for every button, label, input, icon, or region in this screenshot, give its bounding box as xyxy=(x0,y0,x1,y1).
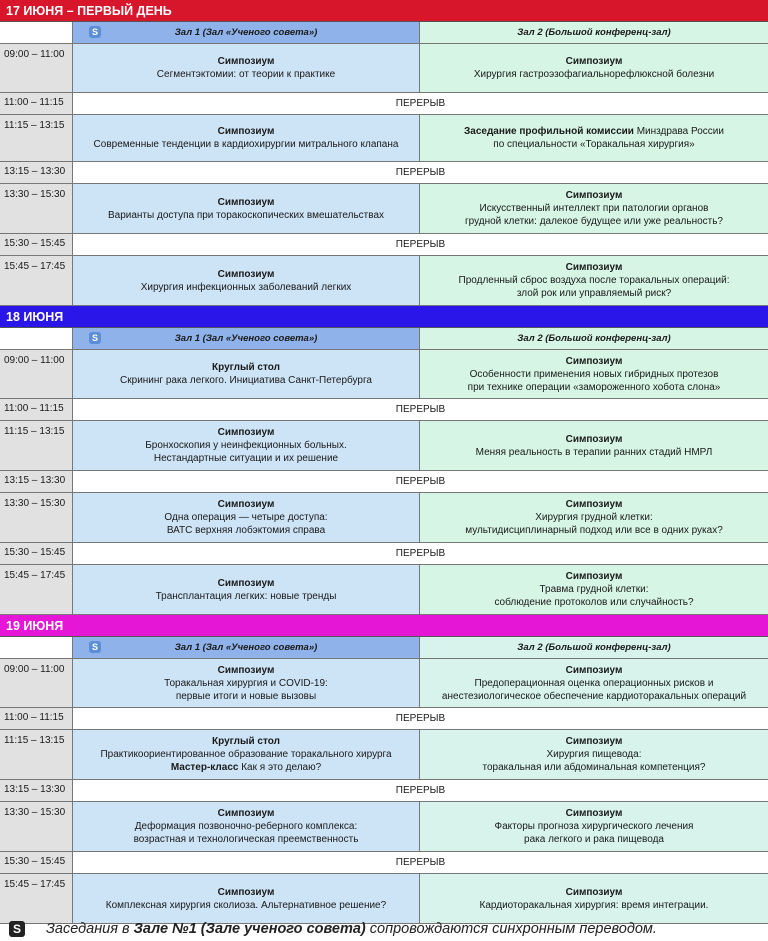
session-text: Комплексная хирургия сколиоза. Альтернативное решение? xyxy=(105,899,387,911)
session-type xyxy=(424,735,764,748)
session-title-line xyxy=(424,583,764,596)
session-title-line xyxy=(77,690,415,703)
session-title-line xyxy=(77,511,415,524)
session-title-line xyxy=(424,138,764,151)
session-type xyxy=(77,426,415,439)
hall-2-header: Зал 2 (Большой конференц-зал) xyxy=(420,328,768,349)
hall-2-session xyxy=(420,565,768,614)
sync-translation-icon: S xyxy=(89,26,101,38)
session-title-line xyxy=(424,524,764,537)
hall-2-header: Зал 2 (Большой конференц-зал) xyxy=(420,22,768,43)
hall-1-session xyxy=(73,659,420,707)
session-type xyxy=(77,577,415,590)
session-heading: Симпозиум xyxy=(217,126,275,137)
hall-1-header xyxy=(73,328,420,349)
session-title-line xyxy=(77,748,415,761)
hall-2-session xyxy=(420,421,768,470)
session-title-line xyxy=(77,374,415,387)
session-text: Предоперационная оценка операционных рисков и xyxy=(474,677,714,689)
session-row xyxy=(0,184,768,234)
session-text: злой рок или управляемый риск? xyxy=(516,288,672,299)
session-type xyxy=(77,361,415,374)
session-heading: Мастер-класс xyxy=(170,762,239,773)
session-row xyxy=(0,350,768,399)
session-text: Искусственный интеллект при патологии органов xyxy=(479,203,709,214)
footer-note xyxy=(0,916,768,941)
session-text: мультидисциплинарный подход или все в одних руках? xyxy=(465,525,723,536)
session-title-line xyxy=(424,202,764,215)
session-title-line xyxy=(424,820,764,833)
session-type xyxy=(77,125,415,138)
day-header: 18 ИЮНЯ xyxy=(0,306,768,328)
time-cell: 13:15 – 13:30 xyxy=(0,471,73,492)
session-text: Деформация позвоночно-реберного комплекса: xyxy=(134,821,358,832)
session-text: ВАТС верхняя лобэктомия справа xyxy=(166,525,326,536)
sync-translation-icon: S xyxy=(89,332,101,344)
session-heading: Симпозиум xyxy=(565,190,623,201)
session-type xyxy=(424,664,764,677)
session-heading: Круглый стол xyxy=(212,362,280,373)
session-heading: Симпозиум xyxy=(565,571,623,582)
session-type xyxy=(77,886,415,899)
break-row xyxy=(0,471,768,493)
session-title-line xyxy=(424,596,764,609)
session-text: Меняя реальность в терапии ранних стадий НМРЛ xyxy=(475,446,713,458)
session-heading: Симпозиум xyxy=(217,886,275,898)
hall-1-session xyxy=(73,256,420,305)
time-cell: 11:15 – 13:15 xyxy=(0,115,73,161)
session-title-line xyxy=(424,761,764,774)
sync-translation-icon: S xyxy=(9,921,25,937)
session-text: при технике операции «замороженного хобота слона» xyxy=(467,381,721,393)
time-cell: 15:45 – 17:45 xyxy=(0,256,73,305)
break-row xyxy=(0,234,768,256)
session-title-line xyxy=(424,690,764,703)
hall-1-session xyxy=(73,44,420,92)
session-type xyxy=(77,664,415,677)
session-type xyxy=(424,807,764,820)
session-heading: Заседание профильной комиссии xyxy=(464,126,634,137)
session-title-line xyxy=(424,381,764,394)
session-title-line xyxy=(77,281,415,294)
session-type xyxy=(77,196,415,209)
hall-1-title: Зал 1 (Зал «Ученого совета») xyxy=(174,333,318,344)
session-text: Травма грудной клетки: xyxy=(539,584,649,595)
session-title-line xyxy=(77,820,415,833)
hall-2-session xyxy=(420,256,768,305)
break-row xyxy=(0,852,768,874)
break-label: ПЕРЕРЫВ xyxy=(73,234,768,255)
session-row xyxy=(0,802,768,852)
hall-1-session xyxy=(73,421,420,470)
time-cell: 13:15 – 13:30 xyxy=(0,780,73,801)
day-header: 17 ИЮНЯ – ПЕРВЫЙ ДЕНЬ xyxy=(0,0,768,22)
session-heading: Симпозиум xyxy=(217,268,275,280)
hall-header-row xyxy=(0,22,768,44)
session-text: торакальная или абдоминальная компетенция? xyxy=(482,762,706,773)
session-type xyxy=(77,55,415,68)
time-cell: 09:00 – 11:00 xyxy=(0,659,73,707)
time-header-cell xyxy=(0,637,73,658)
session-text: Скрининг рака легкого. Инициатива Санкт-Петербурга xyxy=(120,375,372,386)
hall-header-row xyxy=(0,328,768,350)
session-title-line xyxy=(77,677,415,690)
session-heading: Симпозиум xyxy=(565,736,623,747)
session-heading: Симпозиум xyxy=(565,433,623,445)
hall-1-session xyxy=(73,350,420,398)
session-title-line xyxy=(77,899,415,912)
time-cell: 11:00 – 11:15 xyxy=(0,399,73,420)
session-title-line xyxy=(424,368,764,381)
time-cell: 15:30 – 15:45 xyxy=(0,543,73,564)
time-cell: 09:00 – 11:00 xyxy=(0,350,73,398)
hall-header-row xyxy=(0,637,768,659)
break-label: ПЕРЕРЫВ xyxy=(73,93,768,114)
hall-1-title: Зал 1 (Зал «Ученого совета») xyxy=(174,642,318,653)
hall-1-session xyxy=(73,730,420,779)
break-row xyxy=(0,780,768,802)
break-label: ПЕРЕРЫВ xyxy=(73,852,768,873)
session-title-line xyxy=(424,215,764,228)
session-title-line xyxy=(77,761,415,774)
session-text: соблюдение протоколов или случайность? xyxy=(494,597,694,608)
session-heading: Симпозиум xyxy=(565,262,623,273)
sync-translation-icon: S xyxy=(89,641,101,653)
session-title-line xyxy=(424,899,764,912)
session-text: Современные тенденции в кардиохирургии митрального клапана xyxy=(93,139,399,150)
hall-2-session xyxy=(420,802,768,851)
session-title-line xyxy=(424,446,764,459)
break-row xyxy=(0,543,768,565)
session-title-line xyxy=(424,511,764,524)
session-text: Практикоориентированное образование торакального хирурга xyxy=(100,749,392,760)
session-text: Как я это делаю? xyxy=(238,762,322,773)
hall-1-header xyxy=(73,637,420,658)
time-cell: 11:00 – 11:15 xyxy=(0,708,73,729)
hall-1-session xyxy=(73,802,420,851)
session-heading: Круглый стол xyxy=(212,736,280,747)
session-row xyxy=(0,44,768,93)
session-text: Одна операция — четыре доступа: xyxy=(164,512,328,523)
time-cell: 11:15 – 13:15 xyxy=(0,421,73,470)
session-type xyxy=(424,55,764,68)
session-title-line xyxy=(77,524,415,537)
time-cell: 15:30 – 15:45 xyxy=(0,852,73,873)
session-text: Кардиоторакальная хирургия: время интеграции. xyxy=(479,899,709,911)
session-text: анестезиологическое обеспечение кардиоторакальных операций xyxy=(441,690,747,702)
session-title-line xyxy=(77,452,415,465)
time-cell: 13:30 – 15:30 xyxy=(0,493,73,542)
hall-2-session xyxy=(420,115,768,161)
break-label: ПЕРЕРЫВ xyxy=(73,162,768,183)
session-text: Варианты доступа при торакоскопических вмешательствах xyxy=(107,209,385,221)
session-row xyxy=(0,730,768,780)
session-type xyxy=(424,570,764,583)
hall-2-session xyxy=(420,730,768,779)
session-heading: Симпозиум xyxy=(217,196,275,208)
session-text: Хирургия пищевода: xyxy=(546,749,642,760)
session-type xyxy=(77,268,415,281)
session-row xyxy=(0,565,768,615)
session-heading: Симпозиум xyxy=(565,499,623,510)
session-text: рака легкого и рака пищевода xyxy=(524,834,664,845)
time-cell: 15:45 – 17:45 xyxy=(0,565,73,614)
session-text: первые итоги и новые вызовы xyxy=(175,690,317,702)
session-type xyxy=(77,807,415,820)
break-label: ПЕРЕРЫВ xyxy=(73,399,768,420)
time-cell: 11:15 – 13:15 xyxy=(0,730,73,779)
hall-1-session xyxy=(73,184,420,233)
session-text: Нестандартные ситуации и их решение xyxy=(153,453,339,464)
session-heading: Симпозиум xyxy=(565,886,623,898)
session-type xyxy=(424,261,764,274)
session-type xyxy=(424,355,764,368)
session-type xyxy=(424,886,764,899)
session-type xyxy=(424,433,764,446)
time-header-cell xyxy=(0,328,73,349)
session-heading: Симпозиум xyxy=(217,577,275,589)
session-text: Минздрава России xyxy=(633,126,724,137)
session-type xyxy=(77,735,415,748)
session-title-line xyxy=(77,833,415,846)
hall-1-header xyxy=(73,22,420,43)
session-text: Торакальная хирургия и COVID-19: xyxy=(164,677,328,689)
session-title-line xyxy=(424,68,764,81)
session-title-line xyxy=(77,138,415,151)
hall-1-session xyxy=(73,115,420,161)
session-row xyxy=(0,256,768,306)
time-cell: 09:00 – 11:00 xyxy=(0,44,73,92)
break-row xyxy=(0,708,768,730)
session-text: возрастная и технологическая преемственность xyxy=(133,834,359,845)
hall-2-session xyxy=(420,184,768,233)
session-text: Сегментэктомии: от теории к практике xyxy=(156,69,336,80)
session-heading: Симпозиум xyxy=(217,499,275,510)
session-heading: Симпозиум xyxy=(217,808,275,819)
session-heading: Симпозиум xyxy=(565,56,623,67)
break-label: ПЕРЕРЫВ xyxy=(73,780,768,801)
session-title-line xyxy=(424,677,764,690)
session-text: Хирургия гастроэзофагиальнорефлюксной болезни xyxy=(473,69,715,80)
session-heading: Симпозиум xyxy=(565,355,623,367)
session-row xyxy=(0,115,768,162)
session-text: Хирургия инфекционных заболеваний легких xyxy=(140,281,352,293)
session-heading: Симпозиум xyxy=(565,664,623,676)
session-text: Факторы прогноза хирургического лечения xyxy=(494,821,694,832)
time-cell: 15:30 – 15:45 xyxy=(0,234,73,255)
session-heading: Симпозиум xyxy=(565,808,623,819)
session-row xyxy=(0,421,768,471)
session-type xyxy=(424,125,764,138)
session-title-line xyxy=(77,68,415,81)
time-cell: 13:30 – 15:30 xyxy=(0,802,73,851)
footer-text: Заседания в Зале №1 (Зале ученого совета) сопровождаются синхронным переводом. xyxy=(46,920,657,937)
hall-2-header: Зал 2 (Большой конференц-зал) xyxy=(420,637,768,658)
session-text: Особенности применения новых гибридных протезов xyxy=(469,368,719,380)
hall-1-session xyxy=(73,565,420,614)
session-title-line xyxy=(77,209,415,222)
session-heading: Симпозиум xyxy=(217,427,275,438)
session-heading: Симпозиум xyxy=(217,56,275,67)
hall-2-session xyxy=(420,659,768,707)
session-type xyxy=(424,189,764,202)
session-text: Хирургия грудной клетки: xyxy=(535,512,653,523)
session-row xyxy=(0,659,768,708)
hall-2-session xyxy=(420,493,768,542)
time-cell: 15:45 – 17:45 xyxy=(0,874,73,923)
break-row xyxy=(0,399,768,421)
session-row xyxy=(0,493,768,543)
time-header-cell xyxy=(0,22,73,43)
day-header: 19 ИЮНЯ xyxy=(0,615,768,637)
break-row xyxy=(0,93,768,115)
time-cell: 11:00 – 11:15 xyxy=(0,93,73,114)
time-cell: 13:30 – 15:30 xyxy=(0,184,73,233)
session-title-line xyxy=(424,274,764,287)
session-heading: Симпозиум xyxy=(217,664,275,676)
session-title-line xyxy=(424,748,764,761)
session-text: Продленный сброс воздуха после торакальных операций: xyxy=(458,275,730,286)
session-type xyxy=(77,498,415,511)
session-text: Трансплантация легких: новые тренды xyxy=(155,590,337,602)
time-cell: 13:15 – 13:30 xyxy=(0,162,73,183)
session-title-line xyxy=(77,590,415,603)
hall-1-session xyxy=(73,493,420,542)
break-label: ПЕРЕРЫВ xyxy=(73,471,768,492)
session-title-line xyxy=(77,439,415,452)
break-label: ПЕРЕРЫВ xyxy=(73,708,768,729)
hall-1-title: Зал 1 (Зал «Ученого совета») xyxy=(174,27,318,38)
hall-2-session xyxy=(420,44,768,92)
hall-2-session xyxy=(420,350,768,398)
session-title-line xyxy=(424,833,764,846)
session-text: грудной клетки: далекое будущее или уже реальность? xyxy=(465,216,723,227)
session-text: Бронхоскопия у неинфекционных больных. xyxy=(145,440,347,451)
break-row xyxy=(0,162,768,184)
session-text: по специальности «Торакальная хирургия» xyxy=(493,139,695,150)
session-title-line xyxy=(424,287,764,300)
break-label: ПЕРЕРЫВ xyxy=(73,543,768,564)
session-type xyxy=(424,498,764,511)
